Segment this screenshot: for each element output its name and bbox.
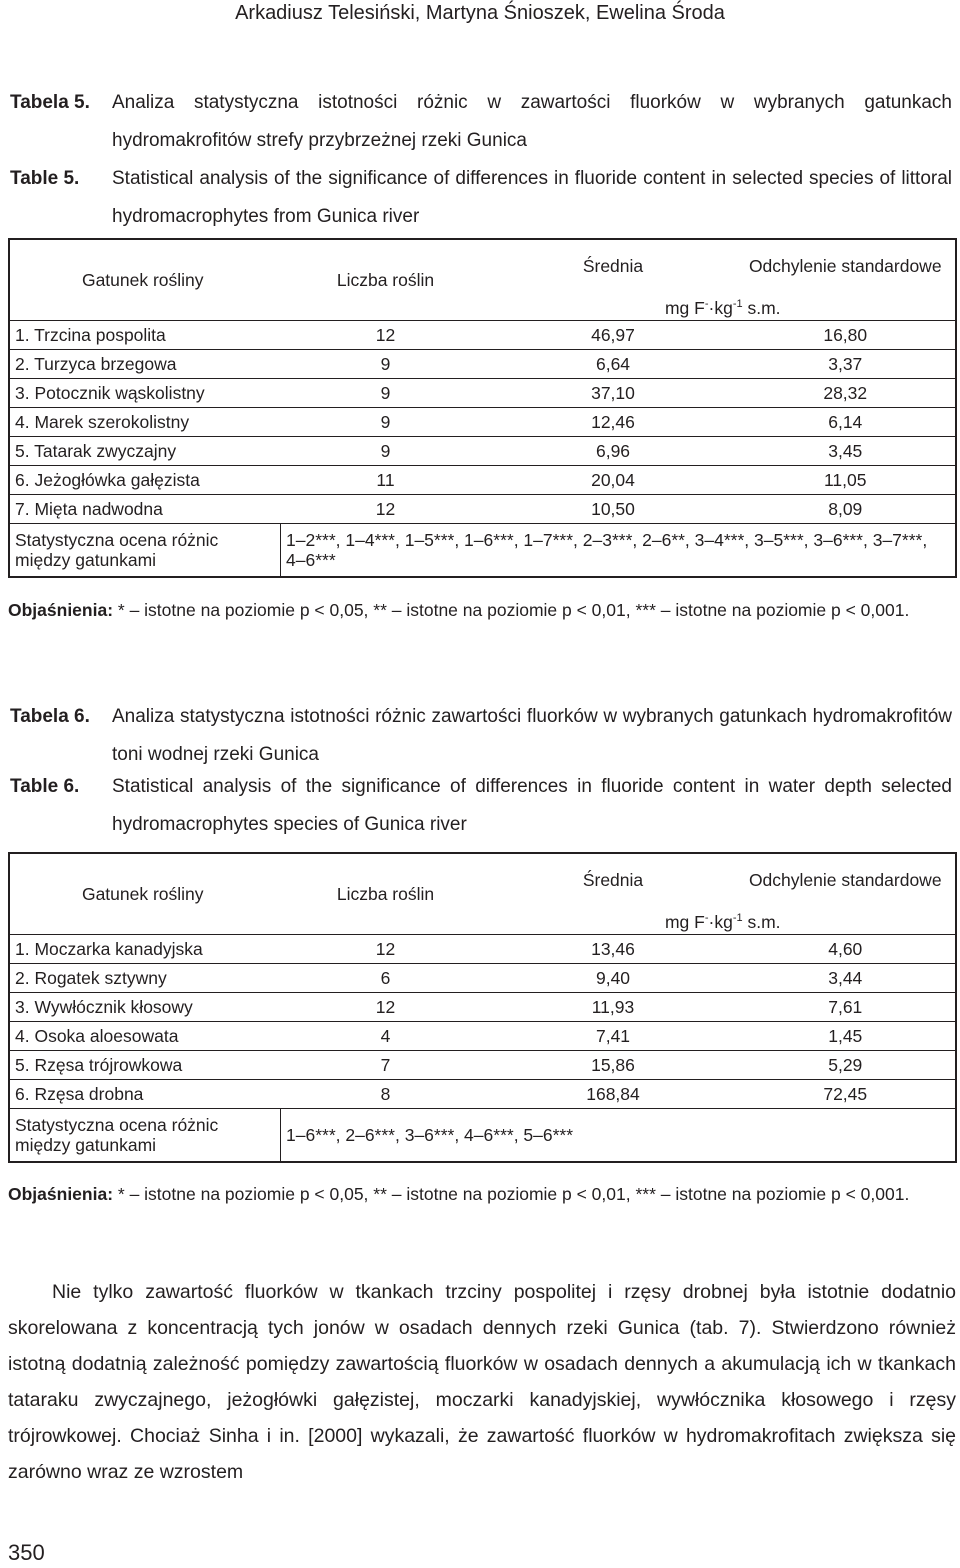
cell-mean: 11,93 <box>491 993 736 1022</box>
col-header-sd: Odchylenie standardowe <box>748 870 942 890</box>
table6-label-en: Table 6. <box>10 776 80 797</box>
table5-caption-pl: Analiza statystyczna istotności różnic w zawartości fluorków w wybranych gatunkach hydromakrofitów strefy przybrzeżnej rzeki Gunica <box>112 92 952 151</box>
cell-mean: 15,86 <box>491 1051 736 1080</box>
cell-species: 3. Wywłócznik kłosowy <box>9 993 281 1022</box>
cell-species: 6. Rzęsa drobna <box>9 1080 281 1109</box>
table-row <box>9 1022 956 1051</box>
cell-count: 12 <box>281 993 491 1022</box>
cell-mean: 46,97 <box>491 321 736 350</box>
cell-species: 4. Marek szerokolistny <box>9 408 281 437</box>
table-row <box>9 466 956 495</box>
cell-count: 8 <box>281 1080 491 1109</box>
cell-mean: 9,40 <box>491 964 736 993</box>
cell-species: 7. Mięta nadwodna <box>9 495 281 524</box>
table5-caption-en: Statistical analysis of the significance of differences in fluoride content in selected species of littoral hydromacrophytes from Gunica river <box>112 168 952 227</box>
cell-sd: 72,45 <box>736 1080 957 1109</box>
unit-label: mg $F^-\cdot kg^{-1}$ s.m. <box>664 298 781 318</box>
table5-label-en: Table 5. <box>10 168 80 189</box>
col-header-count: Liczba roślin <box>336 270 435 290</box>
cell-sd: 4,60 <box>736 935 957 964</box>
cell-mean: 10,50 <box>491 495 736 524</box>
cell-count: 12 <box>281 935 491 964</box>
cell-sd: 3,44 <box>736 964 957 993</box>
table6-label-pl: Tabela 6. <box>10 706 90 727</box>
unit-label: mg $F^-\cdot kg^{-1}$ s.m. <box>664 912 781 932</box>
cell-count: 9 <box>281 408 491 437</box>
running-header: Arkadiusz Telesiński, Martyna Śnioszek, Ewelina Środa <box>235 2 725 24</box>
table5-caption <box>0 84 960 234</box>
cell-sd: 16,80 <box>736 321 957 350</box>
table-row <box>9 935 956 964</box>
body-paragraph: Nie tylko zawartość fluorków w tkankach trzciny pospolitej i rzęsy drobnej była istotnie dodatnio skorelowana z koncentracją tych jonów w osadach dennych rzeki Gunica (tab. 7). Stwierdzono również istotną dodatnią zależność pomiędzy zawartością fluorków w osadach dennych a akumulacją ich w tkankach tataraku zwyczajnego, jeżogłówki gałęzistej, moczarki kanadyjskiej, wywłócznika kłosowego i rzęsy trójrowkowej. Chociaż Sinha i in. [2000] wykazali, że zawartość fluorków w hydromakrofitach zwiększa się zarówno wraz ze wzrostem <box>8 1281 956 1483</box>
cell-mean: 12,46 <box>491 408 736 437</box>
cell-mean: 7,41 <box>491 1022 736 1051</box>
col-header-species: Gatunek rośliny <box>81 270 204 290</box>
cell-mean: 168,84 <box>491 1080 736 1109</box>
col-header-count: Liczba roślin <box>336 884 435 904</box>
table6-caption <box>0 698 960 848</box>
col-header-mean: Średnia <box>582 256 644 276</box>
cell-species: 6. Jeżogłówka gałęzista <box>9 466 281 495</box>
table6 <box>8 852 957 1163</box>
page-number: 350 <box>8 1540 45 1565</box>
table-row <box>9 379 956 408</box>
cell-sd: 6,14 <box>736 408 957 437</box>
cell-count: 7 <box>281 1051 491 1080</box>
table5-label-pl: Tabela 5. <box>10 92 90 113</box>
cell-species: 1. Trzcina pospolita <box>9 321 281 350</box>
table6-caption-pl: Analiza statystyczna istotności różnic zawartości fluorków w wybranych gatunkach hydromakrofitów toni wodnej rzeki Gunica <box>112 706 952 765</box>
table-row <box>9 437 956 466</box>
table-row <box>9 495 956 524</box>
cell-sd: 7,61 <box>736 993 957 1022</box>
table5-note: Objaśnienia: * – istotne na poziomie p < 0,05, ** – istotne na poziomie p < 0,01, *** – istotne na poziomie p < 0,001. <box>8 600 910 620</box>
cell-species: 5. Rzęsa trójrowkowa <box>9 1051 281 1080</box>
cell-count: 4 <box>281 1022 491 1051</box>
table-row <box>9 350 956 379</box>
table6-note: Objaśnienia: * – istotne na poziomie p < 0,05, ** – istotne na poziomie p < 0,01, *** – istotne na poziomie p < 0,001. <box>8 1184 910 1204</box>
table-row <box>9 964 956 993</box>
cell-count: 9 <box>281 437 491 466</box>
cell-sd: 3,37 <box>736 350 957 379</box>
cell-sd: 5,29 <box>736 1051 957 1080</box>
cell-count: 11 <box>281 466 491 495</box>
col-header-species: Gatunek rośliny <box>81 884 204 904</box>
col-header-mean: Średnia <box>582 870 644 890</box>
cell-sd: 3,45 <box>736 437 957 466</box>
cell-count: 9 <box>281 379 491 408</box>
cell-sd: 28,32 <box>736 379 957 408</box>
cell-species: 4. Osoka aloesowata <box>9 1022 281 1051</box>
cell-count: 6 <box>281 964 491 993</box>
cell-species: 2. Rogatek sztywny <box>9 964 281 993</box>
cell-species: 2. Turzyca brzegowa <box>9 350 281 379</box>
cell-species: 1. Moczarka kanadyjska <box>9 935 281 964</box>
cell-mean: 20,04 <box>491 466 736 495</box>
table-row <box>9 993 956 1022</box>
cell-species: 3. Potocznik wąskolistny <box>9 379 281 408</box>
col-header-sd: Odchylenie standardowe <box>748 256 942 276</box>
table-row <box>9 1051 956 1080</box>
cell-sd: 8,09 <box>736 495 957 524</box>
stat-value: 1–6***, 2–6***, 3–6***, 4–6***, 5–6*** <box>281 1109 957 1163</box>
table-row <box>9 408 956 437</box>
table5 <box>8 238 957 578</box>
cell-mean: 6,96 <box>491 437 736 466</box>
cell-count: 9 <box>281 350 491 379</box>
table-row <box>9 321 956 350</box>
cell-sd: 11,05 <box>736 466 957 495</box>
cell-count: 12 <box>281 495 491 524</box>
cell-count: 12 <box>281 321 491 350</box>
cell-mean: 6,64 <box>491 350 736 379</box>
cell-mean: 37,10 <box>491 379 736 408</box>
stat-label: Statystyczna ocena różnic między gatunkami <box>9 524 281 578</box>
stat-value: 1–2***, 1–4***, 1–5***, 1–6***, 1–7***, 2–3***, 2–6**, 3–4***, 3–5***, 3–6***, 3–7***, 4–6*** <box>281 524 957 578</box>
cell-mean: 13,46 <box>491 935 736 964</box>
table6-caption-en: Statistical analysis of the significance of differences in fluoride content in water depth selected hydromacrophytes species of Gunica river <box>112 776 952 835</box>
cell-species: 5. Tatarak zwyczajny <box>9 437 281 466</box>
table-row <box>9 1080 956 1109</box>
stat-label: Statystyczna ocena różnic między gatunkami <box>9 1109 281 1163</box>
cell-sd: 1,45 <box>736 1022 957 1051</box>
